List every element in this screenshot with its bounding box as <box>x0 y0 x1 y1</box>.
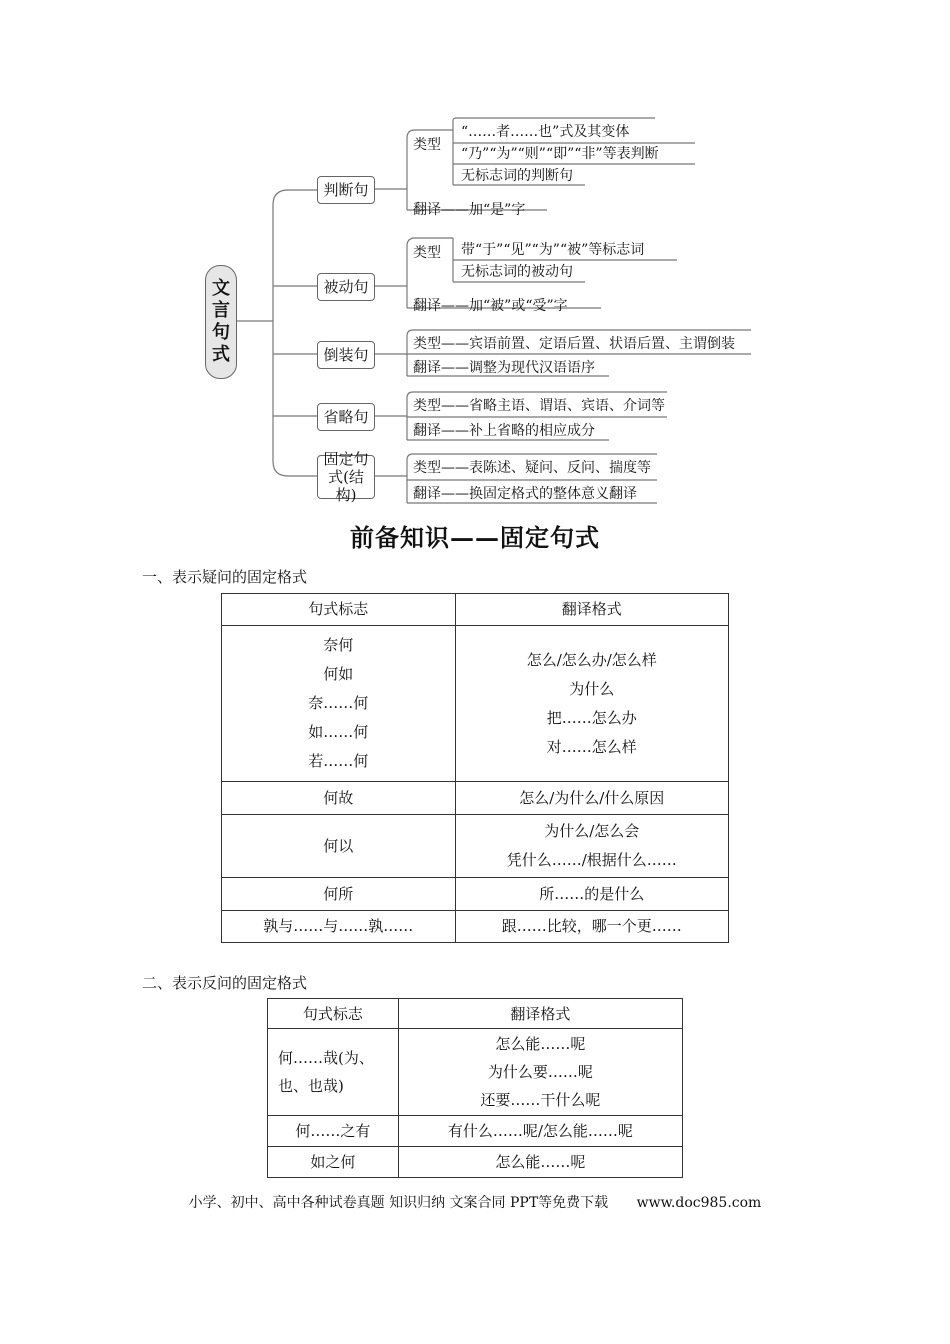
root-char-2: 言 <box>212 300 230 321</box>
root-char-4: 式 <box>212 344 230 365</box>
marker-cell <box>268 1147 399 1178</box>
table-row <box>268 1029 683 1116</box>
table-row <box>222 782 729 815</box>
judgment-type-label: 类型 <box>413 137 441 153</box>
question-patterns-table <box>221 593 729 943</box>
cell-line: 何……哉(为、 <box>278 1049 374 1067</box>
translation-cell <box>455 626 728 782</box>
passive-translate: 翻译——加“被”或“受”字 <box>413 298 568 314</box>
inverted-translate: 翻译——调整为现代汉语语序 <box>413 360 595 376</box>
cell-line: 为什么/怎么会 <box>544 822 640 840</box>
page-footer <box>0 1192 950 1212</box>
judgment-type-3: 无标志词的判断句 <box>461 168 573 184</box>
cell-line: 所……的是什么 <box>539 884 645 903</box>
table-row <box>222 911 729 943</box>
marker-cell <box>268 1116 399 1147</box>
inverted-type: 类型——宾语前置、定语后置、状语后置、主谓倒装 <box>413 336 735 352</box>
section-heading-questions: 一、表示疑问的固定格式 <box>142 568 308 586</box>
translation-cell <box>455 878 728 911</box>
cell-line: 奈……何 <box>308 694 369 712</box>
table-row <box>222 815 729 878</box>
translation-cell <box>455 782 728 815</box>
cell-line: 何所 <box>323 884 354 903</box>
cell-line: 还要……干什么呢 <box>480 1091 601 1109</box>
translation-cell <box>455 911 728 943</box>
passive-type-2: 无标志词的被动句 <box>461 264 573 280</box>
elliptical-translate: 翻译——补上省略的相应成分 <box>413 423 595 439</box>
branch-fixed <box>317 450 375 504</box>
rhetorical-patterns-table <box>267 998 683 1178</box>
branch-label: 判断句 <box>323 181 369 199</box>
branch-judgment <box>317 176 375 204</box>
branch-label: 倒装句 <box>323 346 369 364</box>
footer-text: 小学、初中、高中各种试卷真题 知识归纳 文案合同 PPT等免费下载 <box>188 1195 609 1211</box>
cell-line: 怎么能……呢 <box>495 1035 586 1053</box>
cell-line: 有什么……呢/怎么能……呢 <box>447 1122 633 1140</box>
table-row <box>222 878 729 911</box>
cell-line: 怎么/为什么/什么原因 <box>519 788 665 807</box>
cell-line: 如……何 <box>308 723 369 741</box>
cell-line: 凭什么……/根据什么…… <box>506 851 677 869</box>
table-header-row <box>222 594 729 626</box>
table-header-cell: 句式标志 <box>268 999 399 1029</box>
cell-line: 把……怎么办 <box>546 708 637 727</box>
mindmap-root <box>205 265 237 379</box>
judgment-type-1: “……者……也”式及其变体 <box>461 124 630 140</box>
section-heading-rhetorical: 二、表示反问的固定格式 <box>142 974 308 992</box>
judgment-type-2: “乃”“为”“则”“即”“非”等表判断 <box>461 146 659 162</box>
table-header-row <box>268 999 683 1029</box>
mindmap-diagram <box>195 110 765 520</box>
marker-cell <box>222 782 456 815</box>
cell-line: 孰与……与……孰…… <box>263 917 414 935</box>
cell-line: 奈何 <box>323 636 354 654</box>
table-header-cell: 翻译格式 <box>398 999 682 1029</box>
branch-passive <box>317 273 375 301</box>
cell-line: 怎么/怎么办/怎么样 <box>526 650 657 669</box>
cell-line: 跟……比较，哪一个更…… <box>501 917 682 935</box>
branch-label: 被动句 <box>323 278 369 296</box>
root-char-1: 文 <box>212 278 230 299</box>
cell-line: 为什么 <box>569 679 615 698</box>
cell-line: 为什么要……呢 <box>487 1063 593 1081</box>
passive-type-1: 带“于”“见”“为”“被”等标志词 <box>461 242 645 258</box>
branch-elliptical <box>317 403 375 431</box>
marker-cell <box>222 911 456 943</box>
branch-label-line-2: 式(结构) <box>328 468 364 504</box>
cell-line: 何……之有 <box>295 1122 371 1140</box>
cell-line: 何如 <box>323 665 354 683</box>
root-char-3: 句 <box>212 322 230 343</box>
fixed-type: 类型——表陈述、疑问、反问、揣度等 <box>413 460 651 476</box>
table-row <box>222 626 729 782</box>
cell-line: 也、也哉) <box>278 1077 344 1095</box>
fixed-translate: 翻译——换固定格式的整体意义翻译 <box>413 486 637 502</box>
table-header-cell: 句式标志 <box>222 594 456 626</box>
translation-cell <box>398 1147 682 1178</box>
marker-cell <box>268 1029 399 1116</box>
branch-label-line-1: 固定句 <box>323 450 369 468</box>
footer-url: www.doc985.com <box>636 1195 762 1211</box>
translation-cell <box>455 815 728 878</box>
table-row <box>268 1147 683 1178</box>
cell-line: 如之何 <box>310 1153 356 1171</box>
page-title: 前备知识——固定句式 <box>350 523 600 552</box>
translation-cell <box>398 1116 682 1147</box>
passive-type-label: 类型 <box>413 245 441 261</box>
cell-line: 怎么能……呢 <box>495 1153 586 1171</box>
branch-inverted <box>317 341 375 369</box>
elliptical-type: 类型——省略主语、谓语、宾语、介词等 <box>413 398 665 414</box>
table-header-cell: 翻译格式 <box>455 594 728 626</box>
cell-line: 对……怎么样 <box>546 737 637 756</box>
marker-cell <box>222 815 456 878</box>
cell-line: 何故 <box>323 788 354 807</box>
cell-line: 何以 <box>323 836 354 855</box>
marker-cell <box>222 626 456 782</box>
table-row <box>268 1116 683 1147</box>
cell-line: 若……何 <box>308 752 369 770</box>
branch-label: 省略句 <box>323 408 369 426</box>
translation-cell <box>398 1029 682 1116</box>
judgment-translate: 翻译——加“是”字 <box>413 202 526 218</box>
marker-cell <box>222 878 456 911</box>
